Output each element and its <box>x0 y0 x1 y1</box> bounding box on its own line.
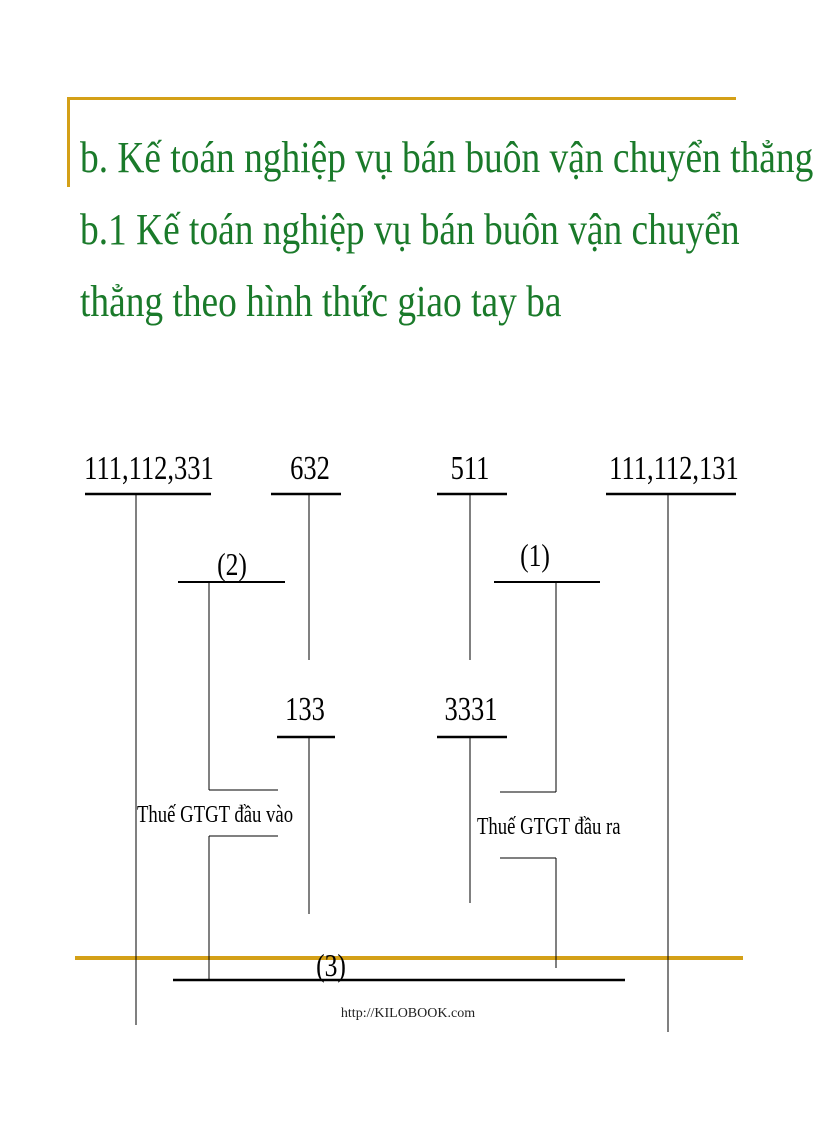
account-label-632: 632 <box>290 448 330 487</box>
footer-source-link[interactable]: http://KILOBOOK.com <box>340 1006 476 1021</box>
entry-label-2: (2) <box>217 547 247 583</box>
account-label-3331: 3331 <box>444 689 498 728</box>
vat-output-note: Thuế GTGT đầu ra <box>476 812 621 840</box>
account-label-133: 133 <box>285 689 325 728</box>
account-label-111-112-331: 111,112,331 <box>84 448 214 487</box>
entry-label-3: (3) <box>316 948 346 984</box>
account-label-511: 511 <box>450 448 490 487</box>
entry-label-1: (1) <box>520 538 550 574</box>
title-line-2: b.1 Kế toán nghiệp vụ bán buôn vận chuyển <box>80 205 740 254</box>
title-line-3: thẳng theo hình thức giao tay ba <box>80 277 562 326</box>
vat-input-note: Thuế GTGT đầu vào <box>136 800 294 828</box>
title-line-1: b. Kế toán nghiệp vụ bán buôn vận chuyển thẳng <box>80 133 814 182</box>
account-label-111-112-131: 111,112,131 <box>609 448 739 487</box>
